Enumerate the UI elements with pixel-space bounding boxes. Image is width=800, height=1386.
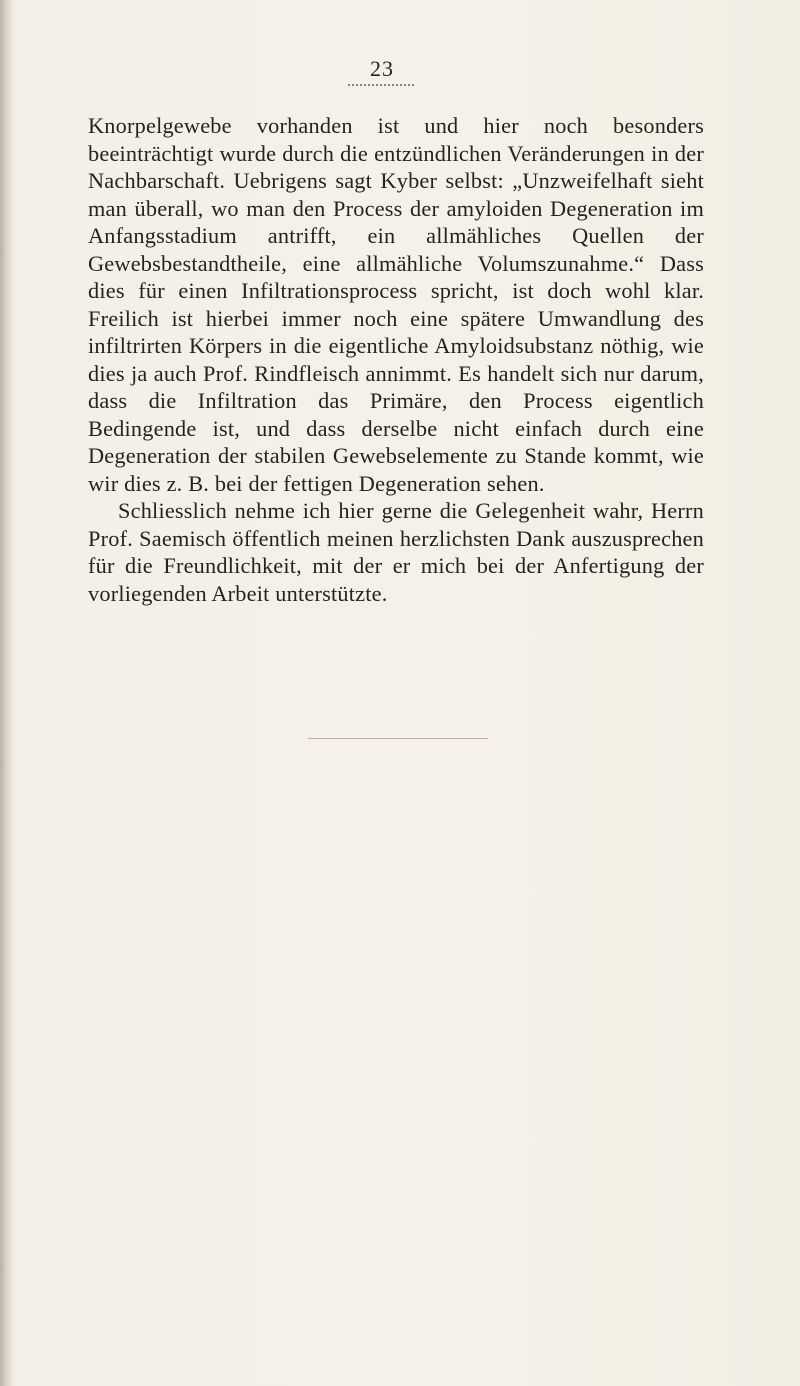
- page-number-underline: [348, 84, 414, 86]
- paragraph-1: Knorpelgewebe vorhanden ist und hier noch besonders beeinträchtigt wurde durch die entzündlichen Veränderungen in der Nachbarschaft. Uebrigens sagt Kyber selbst: „Unzweifelhaft sieht man überall, wo man den Process der amyloiden Degeneration im Anfangsstadium antrifft, ein allmähliches Quellen der Gewebsbestandtheile, eine allmähliche Volumszunahme.“ Dass dies für einen Infiltrationsprocess spricht, ist doch wohl klar. Freilich ist hierbei immer noch eine spätere Umwandlung des infiltrirten Körpers in die eigentliche Amyloidsubstanz nöthig, wie dies ja auch Prof. Rindfleisch annimmt. Es handelt sich nur darum, dass die Infiltration das Primäre, den Process eigentlich Bedingende ist, und dass derselbe nicht einfach durch eine Degeneration der stabilen Gewebselemente zu Stande kommt, wie wir dies z. B. bei der fettigen Degeneration sehen.: [88, 113, 704, 496]
- body-text: [88, 112, 704, 607]
- page-number: 23: [370, 56, 394, 81]
- paragraph-2: Schliesslich nehme ich hier gerne die Gelegenheit wahr, Herrn Prof. Saemisch öffentlich meinen herzlichsten Dank auszusprechen für die Freundlichkeit, mit der er mich bei der Anfertigung der vorliegenden Arbeit unterstützte.: [88, 498, 704, 606]
- page-spine-shadow: [0, 0, 12, 1386]
- end-rule: [308, 738, 488, 739]
